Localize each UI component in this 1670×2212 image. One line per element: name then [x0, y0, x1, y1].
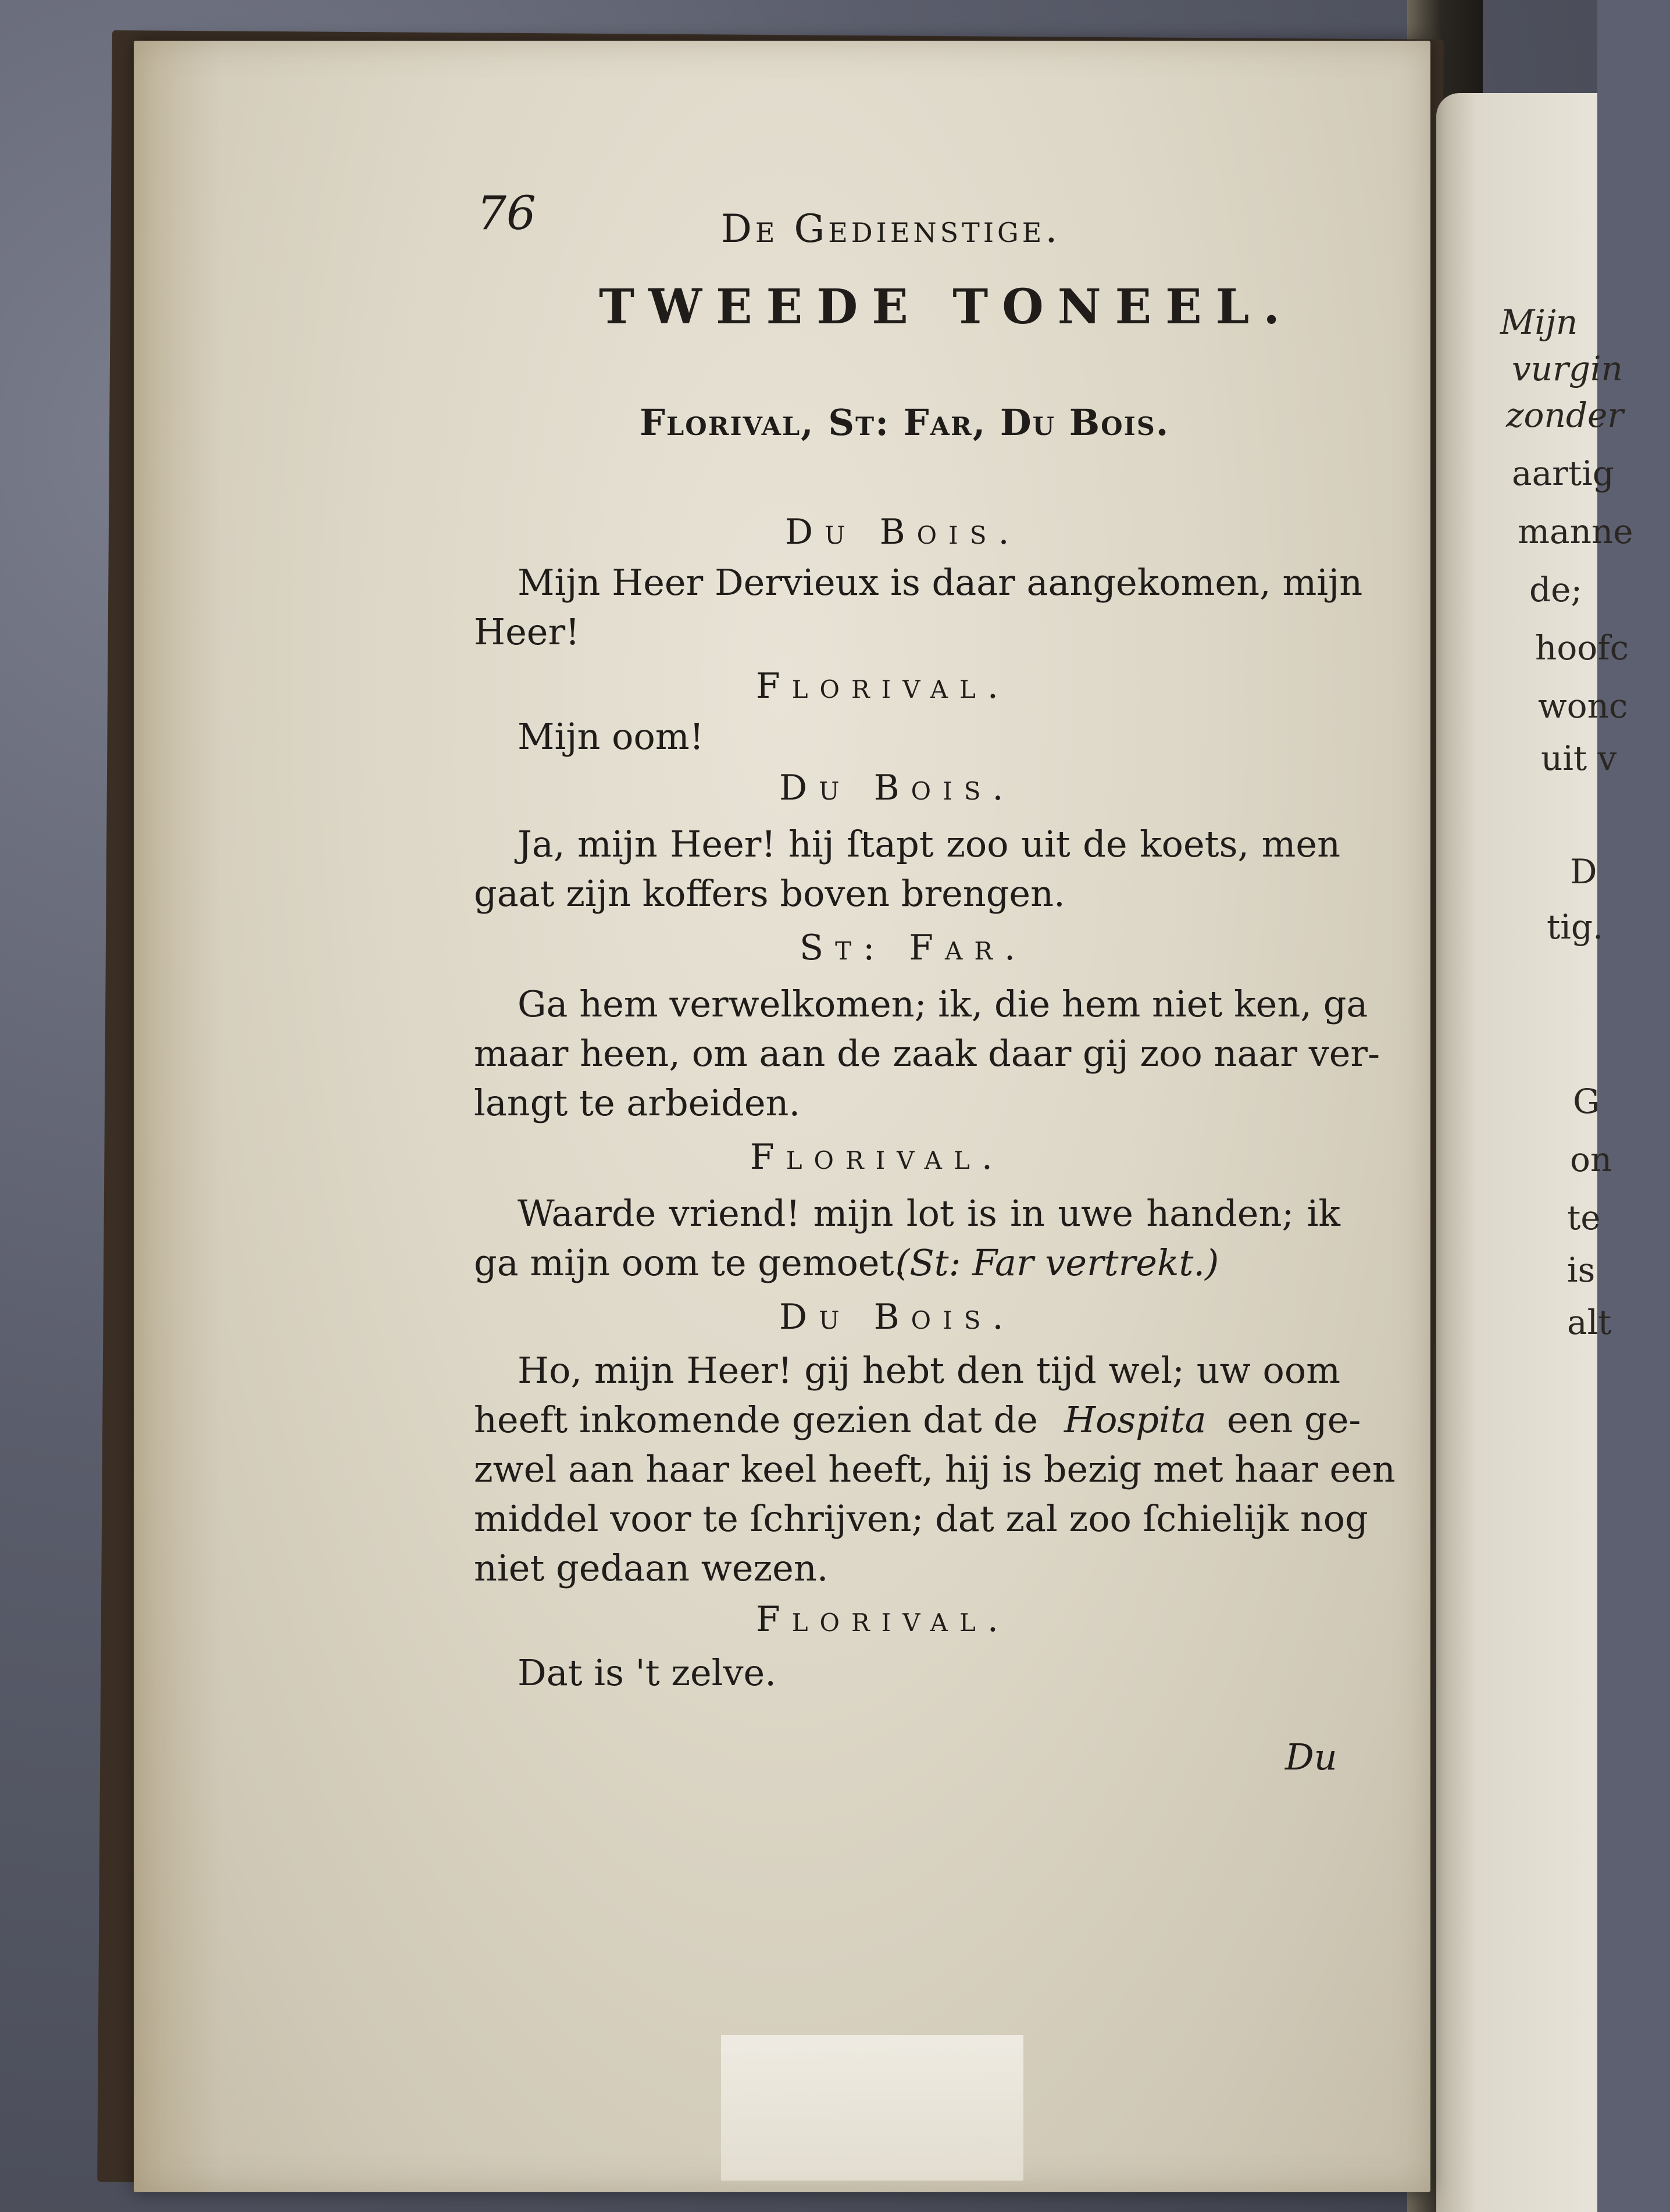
- facing-line: tig.: [1547, 907, 1604, 947]
- facing-line: zonder: [1506, 395, 1624, 435]
- dialogue-line: langt te arbeiden.: [474, 1082, 801, 1124]
- dialogue-line: zwel aan haar keel heeft, hij is bezig met haar een: [474, 1448, 1396, 1490]
- speaker-name: Du Bois.: [779, 768, 1015, 808]
- dialogue-line: middel voor te ſchrijven; dat zal zoo ſchielijk nog: [474, 1497, 1368, 1540]
- page-number: 76: [477, 186, 536, 240]
- dialogue-line: maar heen, om aan de zaak daar gij zoo naar ver-: [474, 1032, 1380, 1075]
- facing-line: alt: [1567, 1303, 1612, 1342]
- dialogue-line: niet gedaan wezen.: [474, 1547, 829, 1589]
- speaker-name: Du Bois.: [779, 1297, 1015, 1337]
- cast-list: Florival, St: Far, Du Bois.: [640, 401, 1170, 444]
- dialogue-line: Dat is 't zelve.: [518, 1651, 776, 1694]
- speaker-name: Florival.: [756, 1599, 1010, 1640]
- speaker-name: Florival.: [750, 1137, 1004, 1178]
- catchword: Du: [1285, 1736, 1337, 1778]
- dialogue-line: Heer!: [474, 611, 580, 653]
- facing-line: de;: [1529, 570, 1582, 609]
- facing-line: Mijn: [1500, 302, 1578, 342]
- dialogue-line: Ja, mijn Heer! hij ſtapt zoo uit de koets, men: [518, 823, 1340, 865]
- speaker-name: Du Bois.: [785, 512, 1021, 552]
- facing-line: D: [1570, 852, 1597, 891]
- speaker-name: St: Far.: [800, 927, 1027, 968]
- scene-title: TWEEDE TONEEL.: [599, 279, 1294, 335]
- facing-line: te: [1567, 1198, 1601, 1237]
- facing-line: is: [1567, 1250, 1596, 1290]
- dialogue-line: Ho, mijn Heer! gij hebt den tijd wel; uw oom: [518, 1349, 1340, 1392]
- facing-line: G: [1573, 1082, 1600, 1121]
- facing-line: hoofc: [1535, 628, 1629, 668]
- dialogue-line: Ga hem verwelkomen; ik, die hem niet ken, ga: [518, 983, 1368, 1025]
- dialogue-line: gaat zijn koffers boven brengen.: [474, 872, 1065, 915]
- dialogue-line: Waarde vriend! mijn lot is in uwe handen; ik: [518, 1192, 1340, 1235]
- dialogue-line: heeft inkomende gezien dat de: [474, 1398, 1038, 1441]
- dialogue-line: een ge-: [1227, 1398, 1361, 1441]
- library-label-patch: [721, 2035, 1023, 2181]
- speaker-name: Florival.: [756, 666, 1010, 707]
- stage-direction: (St: Far vertrekt.): [895, 1241, 1219, 1284]
- dialogue-line: Mijn Heer Dervieux is daar aangekomen, mijn: [518, 561, 1363, 604]
- facing-line: vurgin: [1512, 349, 1623, 388]
- dialogue-line: ga mijn oom te gemoet.: [474, 1241, 906, 1284]
- facing-line: on: [1570, 1140, 1612, 1179]
- running-head: De Gedienstige.: [721, 206, 1061, 251]
- dialogue-line: Mijn oom!: [518, 715, 704, 758]
- facing-line: manne: [1518, 512, 1633, 551]
- facing-line: wonc: [1538, 686, 1628, 726]
- facing-line: aartig: [1512, 454, 1614, 493]
- italic-word: Hospita: [1064, 1398, 1207, 1441]
- facing-line: uit v: [1541, 738, 1617, 778]
